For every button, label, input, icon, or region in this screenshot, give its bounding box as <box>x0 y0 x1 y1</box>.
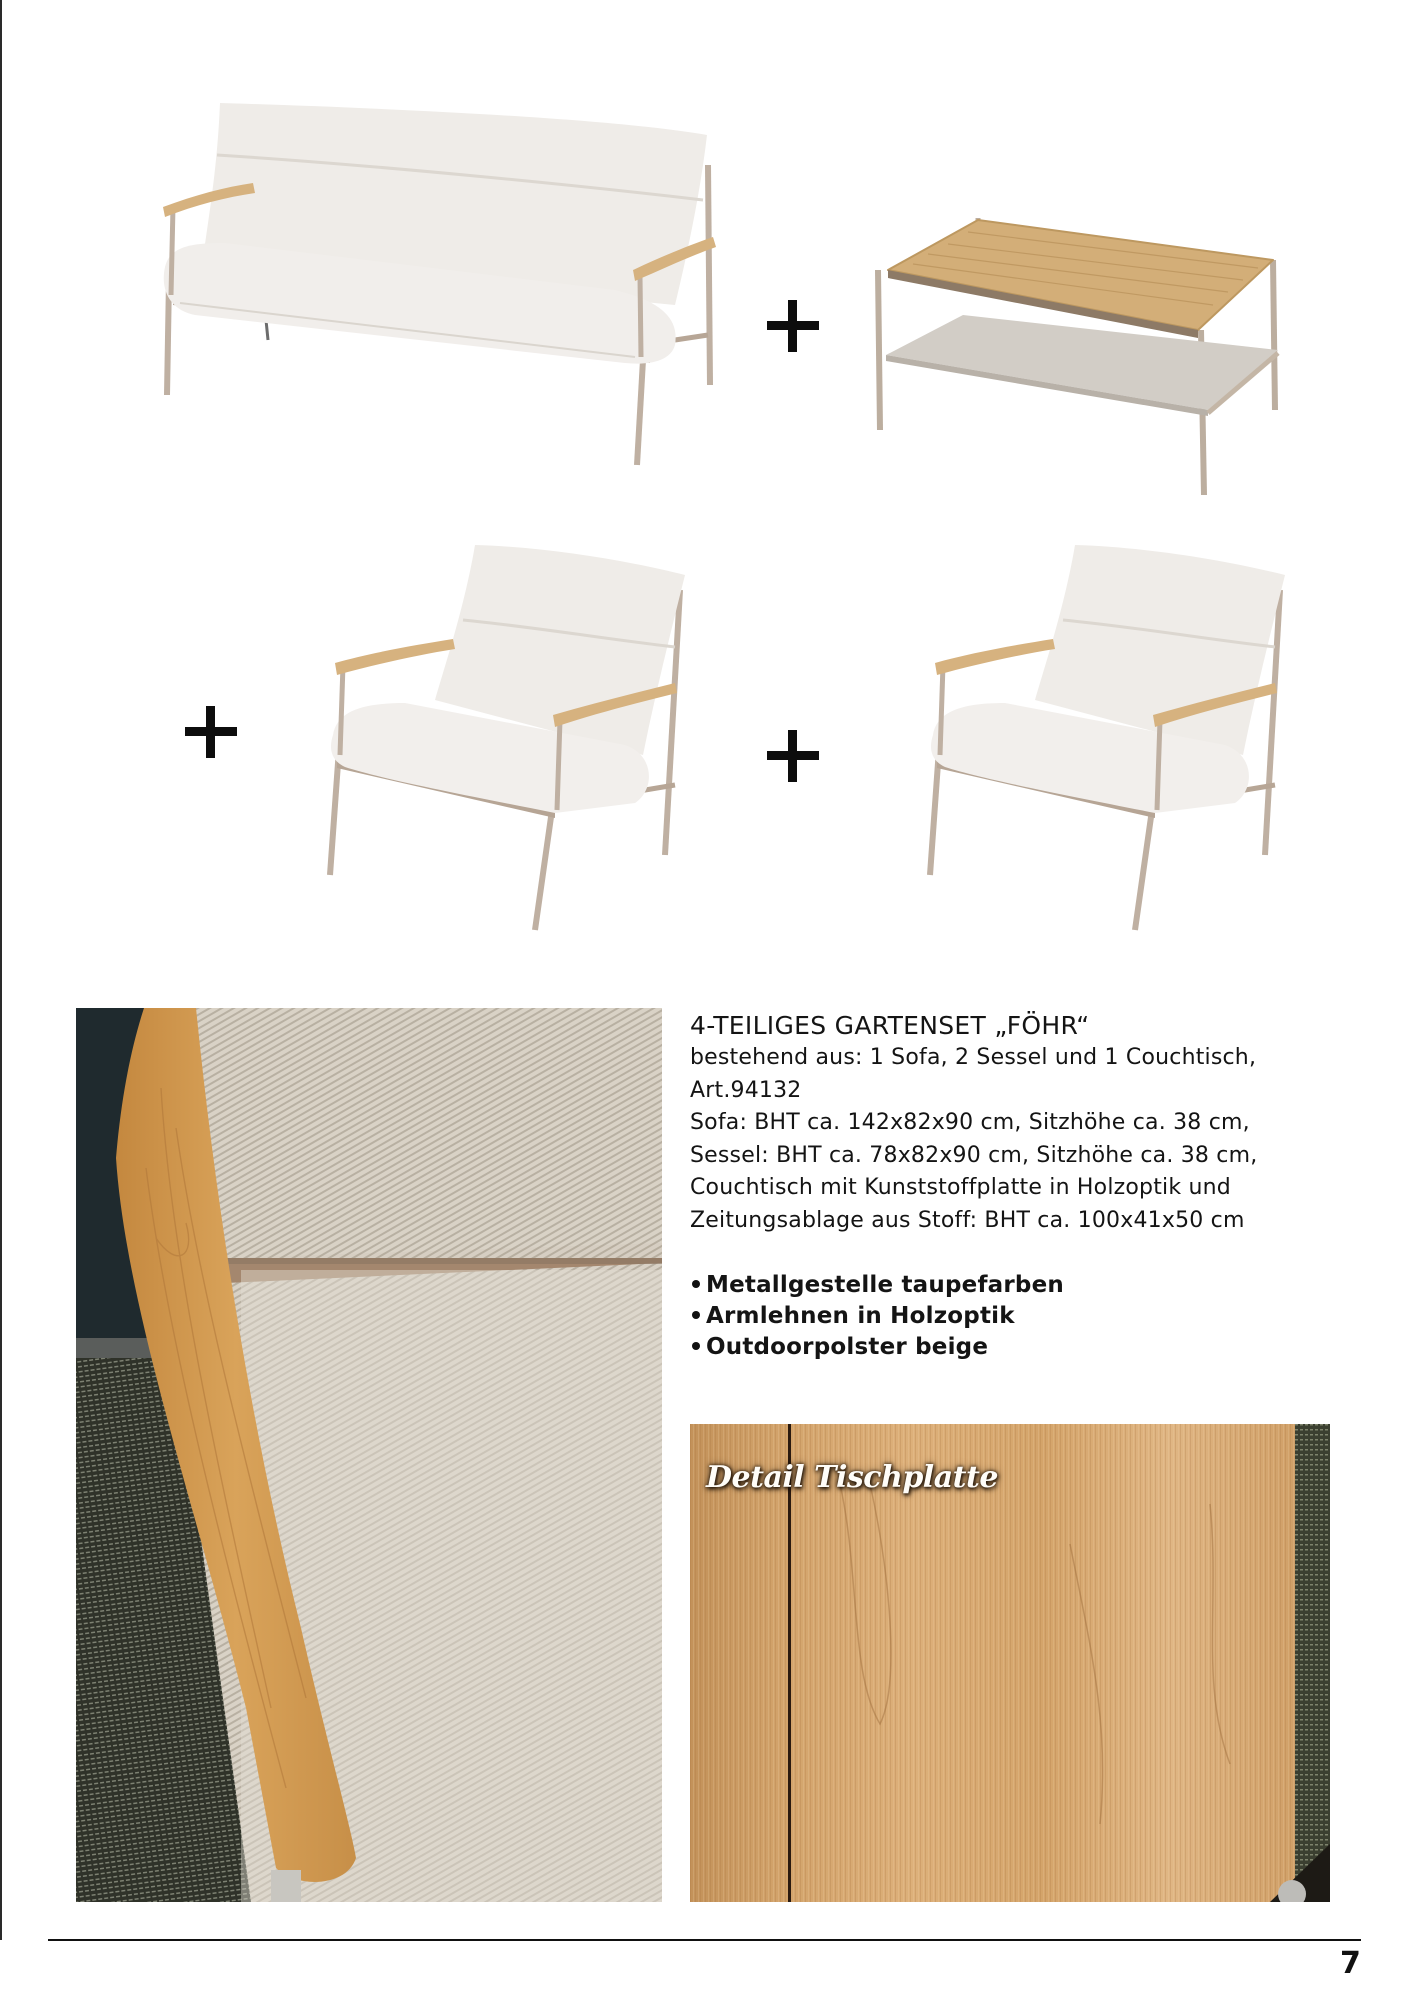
bullet-icon <box>692 1342 700 1350</box>
detail-photo-armrest <box>76 1008 662 1902</box>
plus-symbol <box>767 730 819 782</box>
description-line-sessel: Sessel: BHT ca. 78x82x90 cm, Sitzhöhe ca. 38 cm, <box>690 1142 1258 1168</box>
bullet-icon <box>692 1311 700 1319</box>
feature-item: Metallgestelle taupefarben <box>690 1268 1064 1302</box>
product-image-sessel-1 <box>325 535 695 935</box>
description-line: bestehend aus: 1 Sofa, 2 Sessel und 1 Couchtisch, <box>690 1045 1257 1070</box>
article-number: Art.94132 <box>690 1077 802 1103</box>
product-description <box>690 1010 1350 1237</box>
description-line-sofa: Sofa: BHT ca. 142x82x90 cm, Sitzhöhe ca. 38 cm, <box>690 1110 1250 1135</box>
feature-list <box>690 1268 1064 1361</box>
description-line-couchtisch: Couchtisch mit Kunststoffplatte in Holzoptik und <box>690 1175 1231 1200</box>
product-title: 4-TEILIGES GARTENSET „FÖHR“ <box>690 1011 1090 1040</box>
feature-item: Armlehnen in Holzoptik <box>690 1299 1064 1333</box>
product-image-couchtisch <box>868 210 1288 500</box>
detail-photo-tabletop <box>690 1424 1330 1902</box>
plus-symbol <box>767 300 819 352</box>
page-edge-line <box>0 0 2 1940</box>
bullet-icon <box>692 1280 700 1288</box>
description-line-couchtisch-dims: Zeitungsablage aus Stoff: BHT ca. 100x41x50 cm <box>690 1207 1245 1233</box>
footer-rule <box>48 1939 1361 1941</box>
detail-caption: Detail Tischplatte <box>706 1460 998 1495</box>
page-number: 7 <box>1340 1946 1361 1981</box>
plus-symbol <box>185 706 237 758</box>
product-image-sessel-2 <box>925 535 1295 935</box>
product-image-sofa <box>155 95 725 475</box>
feature-item: Outdoorpolster beige <box>690 1330 1064 1364</box>
